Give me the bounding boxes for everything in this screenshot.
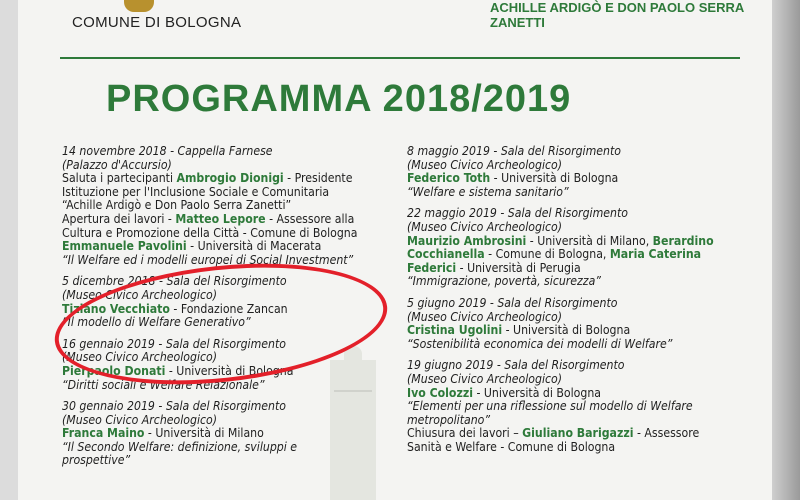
event-item <box>407 145 747 199</box>
event-line <box>62 400 414 414</box>
speaker-name: Tiziano Vecchiato <box>62 301 170 316</box>
event-text: 22 maggio 2019 - Sala del Risorgimento <box>407 206 628 221</box>
header-divider <box>60 57 740 59</box>
event-text: “Il modello di Welfare Generativo” <box>62 315 251 330</box>
speaker-name: Maurizio Ambrosini <box>407 233 527 248</box>
event-line <box>62 199 414 213</box>
event-text: 5 giugno 2019 - Sala del Risorgimento <box>407 295 618 310</box>
event-text: Chiusura dei lavori – <box>407 426 523 441</box>
event-text: - Assessore <box>633 426 700 441</box>
event-text: 30 gennaio 2019 - Sala del Risorgimento <box>62 399 286 414</box>
event-text: (Museo Civico Archeologico) <box>407 219 563 234</box>
program-page <box>18 0 772 500</box>
event-line <box>407 414 747 428</box>
event-text: (Museo Civico Archeologico) <box>62 412 218 427</box>
event-line <box>62 213 414 227</box>
event-text: Apertura dei lavori - <box>62 211 176 226</box>
event-text: (Museo Civico Archeologico) <box>407 371 563 386</box>
event-text: “Welfare e sistema sanitario” <box>407 184 569 199</box>
event-item <box>62 145 414 267</box>
event-line <box>62 186 414 200</box>
event-item <box>407 297 747 351</box>
event-item <box>407 207 747 289</box>
event-text: - Presidente <box>283 171 353 186</box>
page-edge-shadow <box>772 0 800 500</box>
event-text: metropolitano” <box>407 412 491 427</box>
event-text: 16 gennaio 2019 - Sala del Risorgimento <box>62 336 286 351</box>
event-line <box>407 235 747 249</box>
event-line <box>407 441 747 455</box>
event-line <box>62 227 414 241</box>
speaker-name: Federici <box>407 260 457 275</box>
event-text: “Immigrazione, povertà, sicurezza” <box>407 274 601 289</box>
event-text: Saluta i partecipanti <box>62 171 177 186</box>
speaker-name: Berardino <box>652 233 714 248</box>
event-text: (Museo Civico Archeologico) <box>407 157 563 172</box>
speaker-name: Ambrogio Dionigi <box>176 171 284 186</box>
event-line <box>407 262 747 276</box>
right-column <box>407 145 747 462</box>
event-text: (Museo Civico Archeologico) <box>407 309 563 324</box>
event-text: - Comune di Bologna, <box>484 247 610 262</box>
event-text: - Università di Bologna <box>472 385 602 400</box>
speaker-name: Cristina Ugolini <box>407 323 503 338</box>
event-item <box>407 359 747 454</box>
event-line <box>62 145 414 159</box>
event-text: - Università di Bologna <box>490 171 619 186</box>
event-line <box>407 248 747 262</box>
event-text: “Achille Ardigò e Don Paolo Serra Zanetti” <box>62 198 292 213</box>
event-line <box>407 338 747 352</box>
page-title: PROGRAMMA 2018/2019 <box>106 78 572 120</box>
event-text: Cultura e Promozione della Città - Comune di Bologna <box>62 225 358 240</box>
event-text: “Il Welfare ed i modelli europei di Social Investment” <box>62 252 354 267</box>
speaker-name: Franca Maino <box>62 426 145 441</box>
event-text: 14 novembre 2018 - Cappella Farnese <box>62 144 273 158</box>
event-line <box>62 454 414 468</box>
event-text: 5 dicembre 2018 - Sala del Risorgimento <box>62 274 287 289</box>
event-line <box>407 186 747 200</box>
event-text: - Università di Bologna <box>502 323 631 338</box>
event-text: - Fondazione Zancan <box>169 301 288 316</box>
event-line <box>407 275 747 289</box>
event-line <box>62 379 414 393</box>
event-text: - Università di Bologna <box>165 363 294 378</box>
event-line <box>407 359 747 373</box>
speaker-name: Cocchianella <box>407 247 485 262</box>
event-text: “Il Secondo Welfare: definizione, sviluppi e <box>62 439 298 454</box>
event-line <box>407 427 747 441</box>
event-line <box>62 427 414 441</box>
event-text: 19 giugno 2019 - Sala del Risorgimento <box>407 358 625 373</box>
event-text: - Università di Milano, <box>526 233 653 248</box>
event-text: “Diritti sociali e Welfare Relazionale” <box>62 377 265 392</box>
event-text: - Università di Macerata <box>186 239 322 254</box>
event-line <box>407 373 747 387</box>
event-text: (Palazzo d'Accursio) <box>62 157 172 172</box>
event-line <box>407 159 747 173</box>
event-text: “Elementi per una riflessione sul modello di Welfare <box>407 399 693 414</box>
speaker-name: Pierpaolo Donati <box>62 363 166 378</box>
speaker-name: Federico Toth <box>407 171 491 186</box>
event-text: 8 maggio 2019 - Sala del Risorgimento <box>407 144 621 158</box>
event-line <box>407 311 747 325</box>
event-line <box>62 159 414 173</box>
event-line <box>407 387 747 401</box>
event-line <box>407 145 747 159</box>
header-names: ACHILLE ARDIGÒ E DON PAOLO SERRA ZANETTI <box>490 0 744 30</box>
event-line <box>407 400 747 414</box>
event-line <box>407 324 747 338</box>
event-text: prospettive” <box>62 453 131 468</box>
speaker-name: Maria Caterina <box>609 247 702 262</box>
event-line <box>62 441 414 455</box>
event-text: Sanità e Welfare - Comune di Bologna <box>407 439 616 454</box>
speaker-name: Giuliano Barigazzi <box>522 426 634 441</box>
event-text: Istituzione per l'Inclusione Sociale e Comunitaria <box>62 184 330 199</box>
event-line <box>407 207 747 221</box>
event-text: (Museo Civico Archeologico) <box>62 287 218 302</box>
event-line <box>407 172 747 186</box>
event-text: - Università di Milano <box>144 426 264 441</box>
event-text: - Assessore alla <box>265 211 355 226</box>
speaker-name: Matteo Lepore <box>175 211 266 226</box>
speaker-name: Ivo Colozzi <box>407 385 473 400</box>
event-text: - Università di Perugia <box>456 260 581 275</box>
comune-label: COMUNE DI BOLOGNA <box>72 14 242 31</box>
event-line <box>407 297 747 311</box>
event-line <box>407 221 747 235</box>
event-text: “Sostenibilità economica dei modelli di Welfare” <box>407 336 673 351</box>
coat-of-arms-icon <box>124 0 154 12</box>
event-line <box>62 414 414 428</box>
event-line <box>62 240 414 254</box>
event-item <box>62 400 414 468</box>
speaker-name: Emmanuele Pavolini <box>62 239 187 254</box>
event-text: (Museo Civico Archeologico) <box>62 350 218 365</box>
event-line <box>62 172 414 186</box>
